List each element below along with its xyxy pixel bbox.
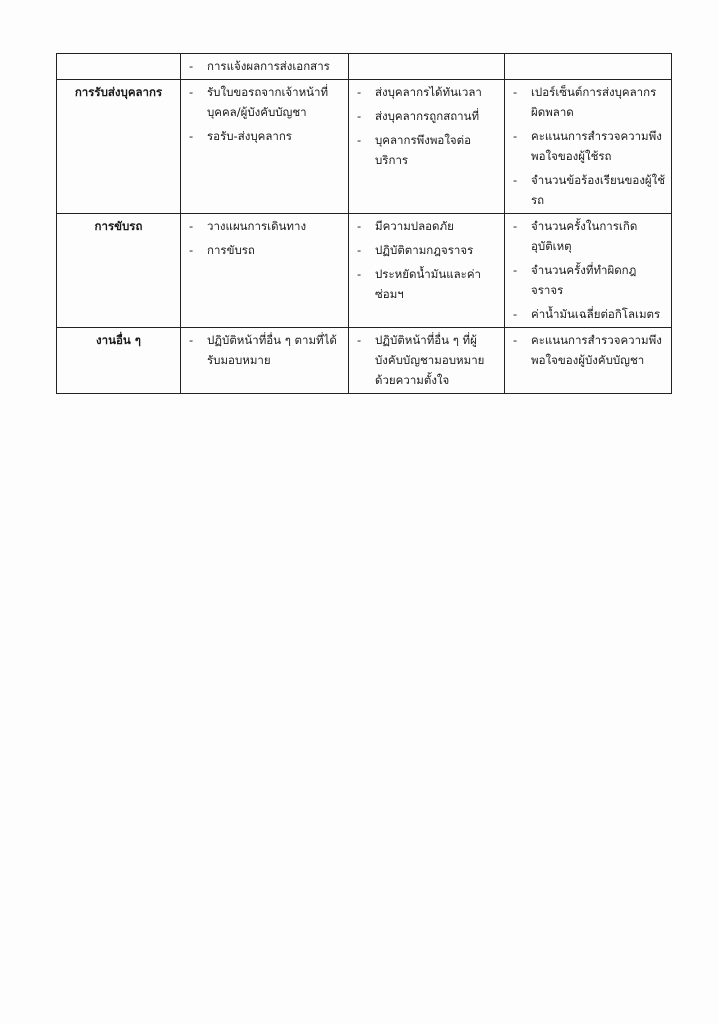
list-item: - ปฏิบัติหน้าที่อื่น ๆ ที่ผู้บังคับบัญชามอบหมายด้วยความตั้งใจ xyxy=(357,333,485,387)
table-row xyxy=(57,54,672,80)
list-item: - การขับรถ xyxy=(189,243,255,257)
list-item: - จำนวนข้อร้องเรียนของผู้ใช้รถ xyxy=(513,173,666,207)
list-item: - ส่งบุคลากรได้ทันเวลา xyxy=(357,85,482,99)
outcome-cell xyxy=(349,80,505,214)
process-cell xyxy=(181,54,349,80)
list-item: - วางแผนการเดินทาง xyxy=(189,219,307,233)
list-item: - ปฏิบัติตามกฎจราจร xyxy=(357,243,474,257)
list-item: - บุคลากรพึงพอใจต่อบริการ xyxy=(357,133,472,167)
indicator-cell xyxy=(505,214,672,328)
task-cell: การรับส่งบุคลากร xyxy=(57,80,181,214)
table-row xyxy=(57,328,672,394)
indicator-cell xyxy=(505,54,672,80)
indicator-cell xyxy=(505,80,672,214)
list-item: - ค่าน้ำมันเฉลี่ยต่อกิโลเมตร xyxy=(513,307,661,321)
list-item: - ปฏิบัติหน้าที่อื่น ๆ ตามที่ได้รับมอบหมาย xyxy=(189,333,337,367)
outcome-cell xyxy=(349,214,505,328)
process-cell xyxy=(181,214,349,328)
process-cell xyxy=(181,80,349,214)
indicator-cell xyxy=(505,328,672,394)
list-item: - ส่งบุคลากรถูกสถานที่ xyxy=(357,109,480,123)
task-cell xyxy=(57,54,181,80)
list-item: - คะแนนการสำรวจความพึงพอใจของผู้ใช้รถ xyxy=(513,129,662,163)
list-item: - ประหยัดน้ำมันและค่าซ่อมฯ xyxy=(357,267,481,301)
list-item: - รอรับ-ส่งบุคลากร xyxy=(189,129,292,143)
list-item: - การแจ้งผลการส่งเอกสาร xyxy=(189,59,330,73)
outcome-cell xyxy=(349,54,505,80)
job-kpi-table xyxy=(56,53,672,394)
list-item: - รับใบขอรถจากเจ้าหน้าที่บุคคล/ผู้บังคับบัญชา xyxy=(189,85,329,119)
list-item: - จำนวนครั้งที่ทำผิดกฎจราจร xyxy=(513,263,637,297)
table-row xyxy=(57,80,672,214)
list-item: - คะแนนการสำรวจความพึงพอใจของผู้บังคับบัญชา xyxy=(513,333,662,367)
list-item: - จำนวนครั้งในการเกิดอุบัติเหตุ xyxy=(513,219,638,253)
list-item: - เปอร์เซ็นต์การส่งบุคลากรผิดพลาด xyxy=(513,85,657,119)
table-row xyxy=(57,214,672,328)
list-item: - มีความปลอดภัย xyxy=(357,219,454,233)
task-cell: งานอื่น ๆ xyxy=(57,328,181,394)
task-cell: การขับรถ xyxy=(57,214,181,328)
outcome-cell xyxy=(349,328,505,394)
process-cell xyxy=(181,328,349,394)
